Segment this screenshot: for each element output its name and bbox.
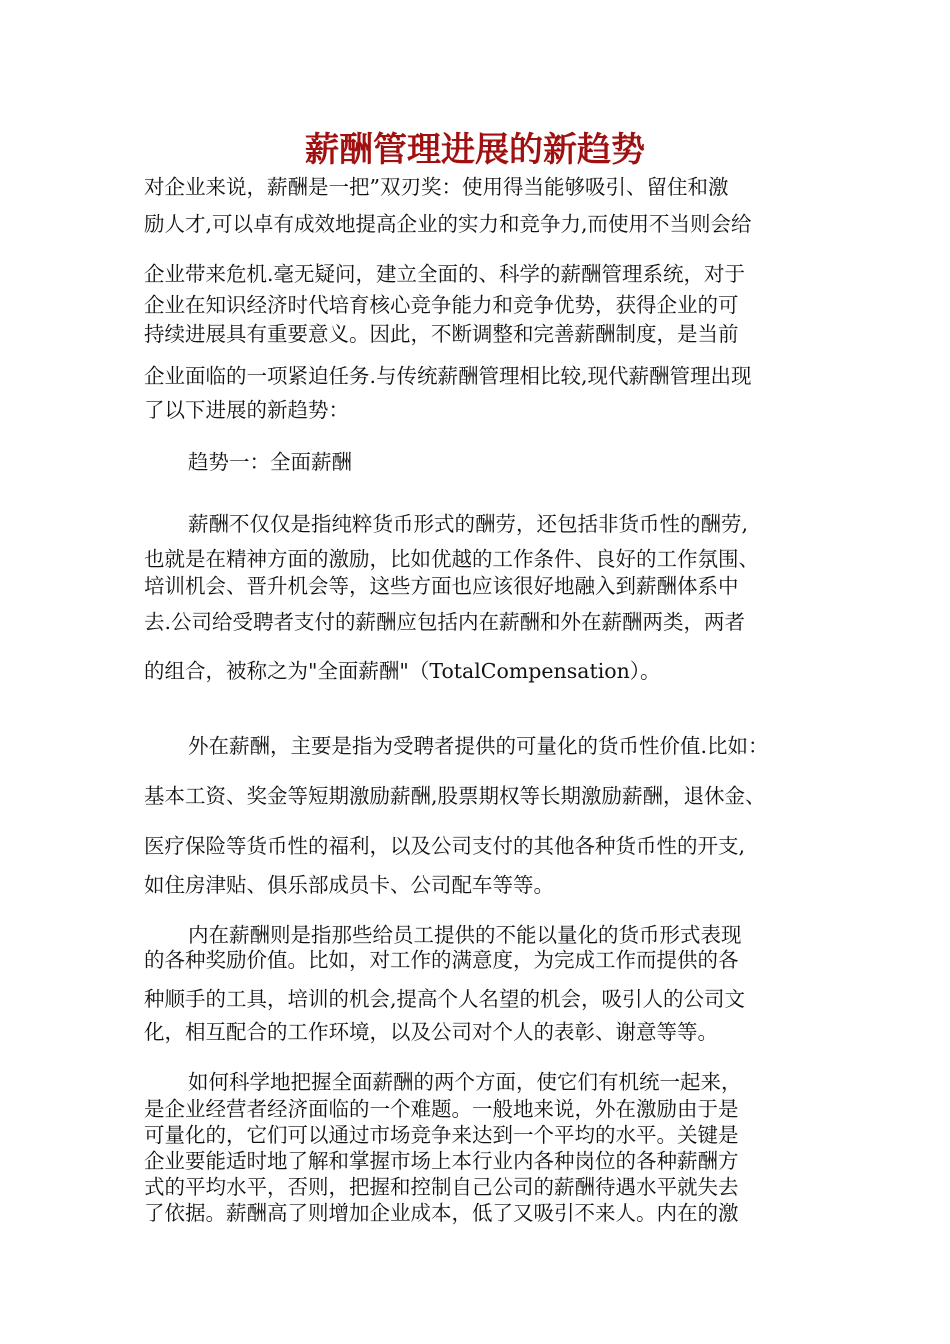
paragraph-line: 的各种奖励价值。比如，对工作的满意度，为完成工作而提供的各 <box>144 948 739 972</box>
paragraph-line: 种顺手的工具，培训的机会,提高个人名望的机会，吸引人的公司文 <box>144 987 746 1011</box>
paragraph-line: 企业在知识经济时代培育核心竞争能力和竞争优势，获得企业的可 <box>144 293 739 317</box>
paragraph-line: 外在薪酬，主要是指为受聘者提供的可量化的货币性价值.比如： <box>188 734 769 758</box>
paragraph-line: 医疗保险等货币性的福利，以及公司支付的其他各种货币性的开支, <box>144 834 746 858</box>
paragraph-line: 去.公司给受聘者支付的薪酬应包括内在薪酬和外在薪酬两类，两者 <box>144 610 746 634</box>
paragraph-line: 企业带来危机.毫无疑问，建立全面的、科学的薪酬管理系统，对于 <box>144 262 746 286</box>
paragraph-line: 持续进展具有重要意义。因此，不断调整和完善薪酬制度，是当前 <box>144 322 739 346</box>
paragraph-line: 可量化的，它们可以通过市场竞争来达到一个平均的水平。关键是 <box>144 1123 739 1147</box>
paragraph-line: 基本工资、奖金等短期激励薪酬,股票期权等长期激励薪酬，退休金、 <box>144 784 766 808</box>
paragraph-line: 励人才,可以卓有成效地提高企业的实力和竞争力,而使用不当则会给 <box>144 212 752 236</box>
paragraph-line: 了依据。薪酬高了则增加企业成本，低了又吸引不来人。内在的激 <box>144 1201 739 1225</box>
paragraph-line: 企业要能适时地了解和掌握市场上本行业内各种岗位的各种薪酬方 <box>144 1149 739 1173</box>
paragraph-line: 化，相互配合的工作环境，以及公司对个人的表彰、谢意等等。 <box>144 1020 718 1044</box>
paragraph-line: 薪酬不仅仅是指纯粹货币形式的酬劳，还包括非货币性的酬劳, <box>188 512 749 536</box>
paragraph-line: 也就是在精神方面的激励，比如优越的工作条件、良好的工作氛围、 <box>144 547 759 571</box>
document-title: 薪酬管理进展的新趋势 <box>305 130 645 170</box>
paragraph-line: 式的平均水平，否则，把握和控制自己公司的薪酬待遇水平就失去 <box>144 1175 739 1199</box>
paragraph-line: 培训机会、晋升机会等，这些方面也应该很好地融入到薪酬体系中 <box>144 574 739 598</box>
paragraph-line: 如住房津贴、俱乐部成员卡、公司配车等等。 <box>144 873 554 897</box>
paragraph-line: 企业面临的一项紧迫任务.与传统薪酬管理相比较,现代薪酬管理出现 <box>144 364 752 388</box>
paragraph-line: 的组合，被称之为"全面薪酬"（TotalCompensation）。 <box>144 659 661 683</box>
paragraph-line: 了以下进展的新趋势： <box>144 398 349 422</box>
paragraph-line: 内在薪酬则是指那些给员工提供的不能以量化的货币形式表现 <box>188 923 742 947</box>
paragraph-line: 是企业经营者经济面临的一个难题。一般地来说，外在激励由于是 <box>144 1097 739 1121</box>
paragraph-line: 如何科学地把握全面薪酬的两个方面，使它们有机统一起来， <box>188 1070 742 1094</box>
section-heading: 趋势一：全面薪酬 <box>188 450 352 474</box>
paragraph-line: 对企业来说，薪酬是一把”双刃奖：使用得当能够吸引、留住和激 <box>144 175 729 199</box>
